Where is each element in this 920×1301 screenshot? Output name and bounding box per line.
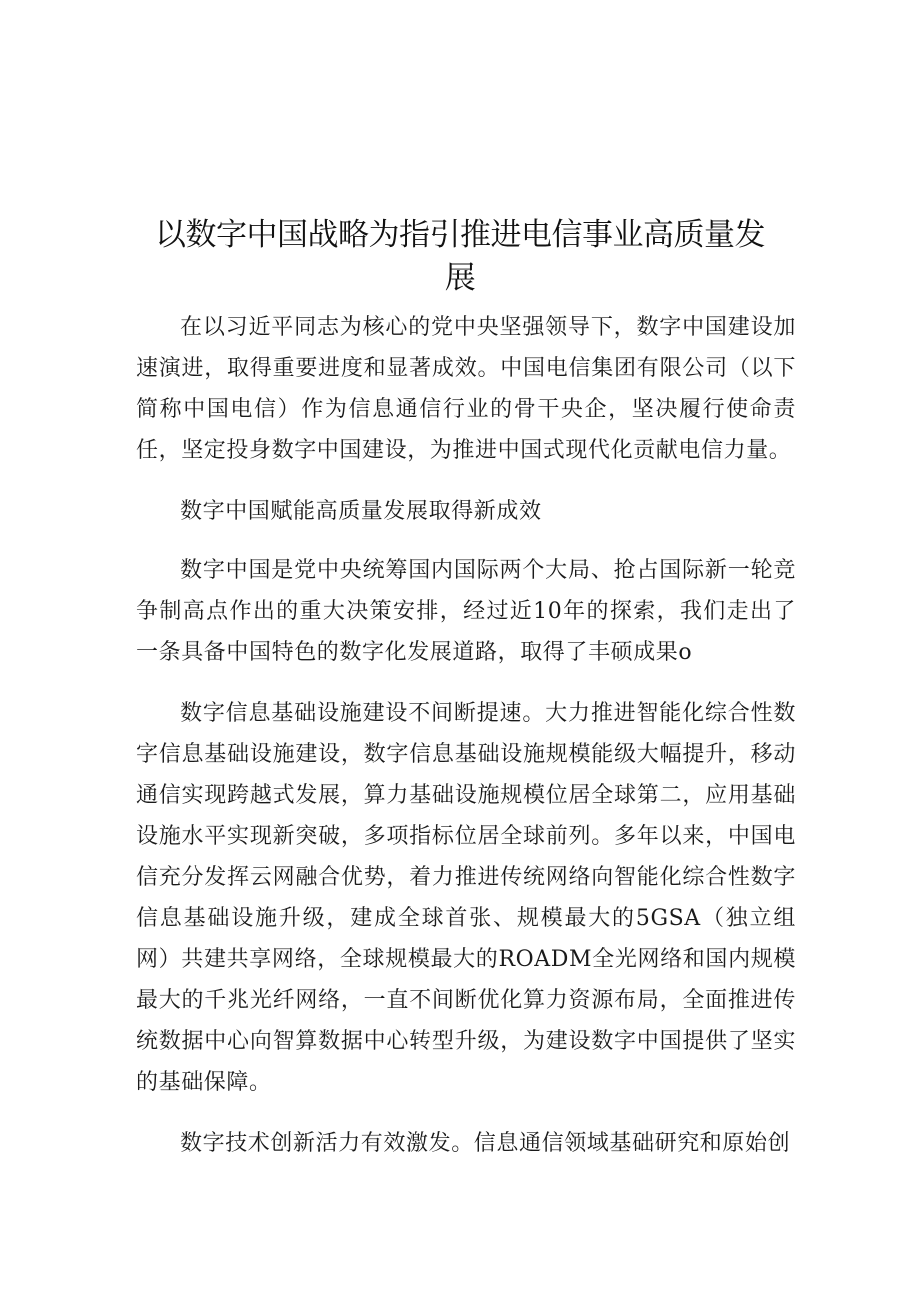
paragraph-intro: 在以习近平同志为核心的党中央坚强领导下，数字中国建设加速演进，取得重要进度和显著成效。中国电信集团有限公司（以下简称中国电信）作为信息通信行业的骨干央企，坚决履行使命责任，坚定投身数字中国建设，为推进中国式现代化贡献电信力量。 [136,315,796,463]
paragraph-infrastructure: 数字信息基础设施建设不间断提速。大力推进智能化综合性数字信息基础设施建设，数字信息基础设施规模能级大幅提升，移动通信实现跨越式发展，算力基础设施规模位居全球第二，应用基础设施水平实现新突破，多项指标位居全球前列。多年以来，中国电信充分发挥云网融合优势，着力推进传统网络向智能化综合性数字信息基础设施升级，建成全球首张、规模最大的5GSA（独立组网）共建共享网络，全球规模最大的ROADM全光网络和国内规模最大的千兆光纤网络，一直不间断优化算力资源布局，全面推进传统数据中心向智算数据中心转型升级，为建设数字中国提供了坚实的基础保障。 [136,701,796,1095]
paragraph-innovation: 数字技术创新活力有效激发。信息通信领域基础研究和原始创 [180,1131,791,1156]
paragraph-overview: 数字中国是党中央统筹国内国际两个大局、抢占国际新一轮竞争制高点作出的重大决策安排，经过近10年的探索，我们走出了一条具备中国特色的数字化发展道路，取得了丰硕成果o [136,558,796,665]
document-body [136,307,796,1184]
document-title: 以数字中国战略为指引推进电信事业高质量发展 [155,217,765,296]
section-heading: 数字中国赋能高质量发展取得新成效 [180,499,542,524]
